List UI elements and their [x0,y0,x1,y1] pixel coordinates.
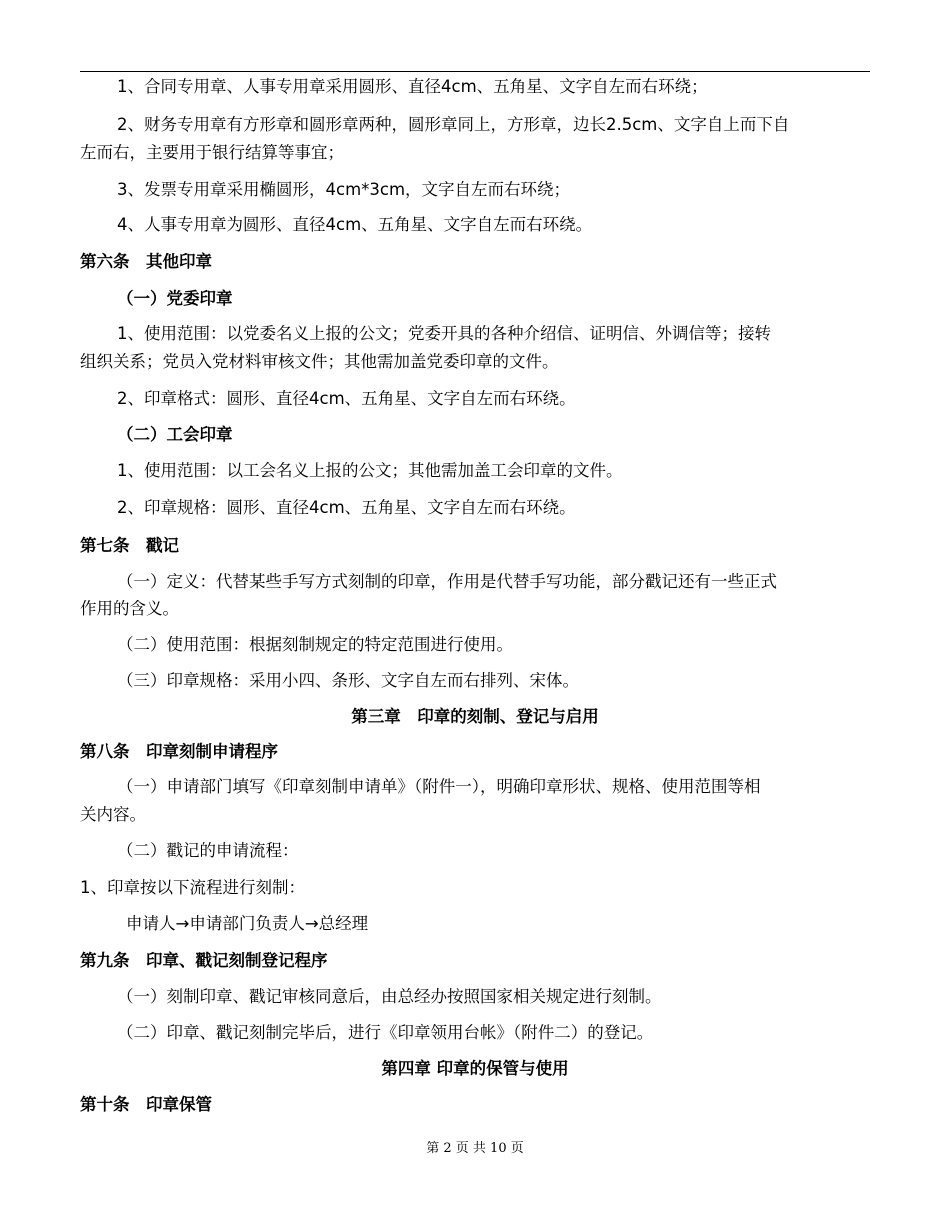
paragraph-line: 4、人事专用章为圆形、直径4cm、五角星、文字自左而右环绕。 [117,215,593,234]
section-heading: （一）党委印章 [117,289,233,308]
page-footer: 第 2 页 共 10 页 [426,1141,524,1156]
paragraph-line: （一）申请部门填写《印章刻制申请单》（附件一），明确印章形状、规格、使用范围等相 [117,777,761,796]
paragraph-line: 1、合同专用章、人事专用章采用圆形、直径4cm、五角星、文字自左而右环绕； [117,77,708,96]
paragraph-line: 组织关系；党员入党材料审核文件；其他需加盖党委印章的文件。 [80,352,559,371]
article-heading: 第十条 印章保管 [80,1095,212,1114]
article-heading: 第八条 印章刻制申请程序 [80,742,278,761]
paragraph-line: 1、印章按以下流程进行刻制： [80,878,305,897]
header-rule [80,71,870,72]
section-heading: （二）工会印章 [117,425,233,444]
paragraph-line: 关内容。 [80,805,146,824]
paragraph-line: 1、使用范围：以党委名义上报的公文；党委开具的各种介绍信、证明信、外调信等；接转 [117,324,771,343]
paragraph-line: （二）使用范围：根据刻制规定的特定范围进行使用。 [117,635,513,654]
article-heading: 第七条 戳记 [80,536,179,555]
paragraph-line: （二）戳记的申请流程： [117,841,299,860]
paragraph-line: （一）刻制印章、戳记审核同意后，由总经办按照国家相关规定进行刻制。 [117,987,662,1006]
chapter-heading: 第四章 印章的保管与使用 [381,1059,569,1078]
article-heading: 第六条 其他印章 [80,252,212,271]
paragraph-line: 左而右，主要用于银行结算等事宜； [80,143,344,162]
paragraph-line: 3、发票专用章采用椭圆形，4cm*3cm，文字自左而右环绕； [117,180,571,199]
paragraph-line: （二）印章、戳记刻制完毕后，进行《印章领用台帐》（附件二）的登记。 [117,1023,654,1042]
paragraph-line: 2、印章规格：圆形、直径4cm、五角星、文字自左而右环绕。 [117,498,576,517]
article-heading: 第九条 印章、戳记刻制登记程序 [80,951,328,970]
paragraph-line: 作用的含义。 [80,599,179,618]
paragraph-line: （一）定义：代替某些手写方式刻制的印章，作用是代替手写功能，部分戳记还有一些正式 [117,572,777,591]
paragraph-line: 2、印章格式：圆形、直径4cm、五角星、文字自左而右环绕。 [117,389,576,408]
paragraph-line: （三）印章规格：采用小四、条形、文字自左而右排列、宋体。 [117,671,579,690]
paragraph-line: 1、使用范围：以工会名义上报的公文；其他需加盖工会印章的文件。 [117,461,623,480]
paragraph-line: 2、财务专用章有方形章和圆形章两种，圆形章同上，方形章，边长2.5cm、文字自上而下自 [117,115,790,134]
chapter-heading: 第三章 印章的刻制、登记与启用 [351,707,599,726]
flow-line: 申请人→申请部门负责人→总经理 [126,914,369,933]
